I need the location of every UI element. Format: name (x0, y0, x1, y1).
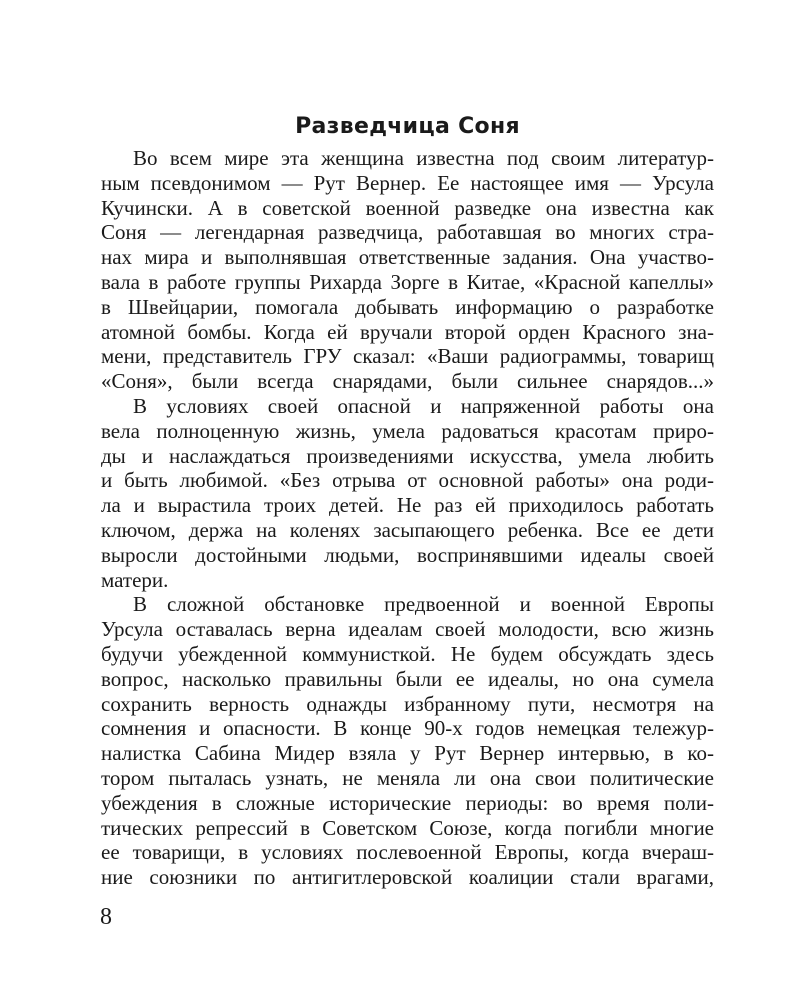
text-line: Урсула оставалась верна идеалам своей молодости, всю жизнь (101, 617, 714, 642)
text-line: нах мира и выполнявшая ответственные задания. Она участво- (101, 245, 714, 270)
text-line: В условиях своей опасной и напряженной работы она (133, 393, 714, 418)
page-number: 8 (100, 904, 112, 930)
body-text (101, 146, 714, 890)
text-line: налистка Сабина Мидер взяла у Рут Вернер интервью, в ко- (101, 741, 714, 766)
text-line: Соня — легендарная разведчица, работавшая во многих стра- (101, 220, 714, 245)
text-line: атомной бомбы. Когда ей вручали второй орден Красного зна- (101, 319, 714, 344)
text-line: ее товарищи, в условиях послевоенной Европы, когда вчераш- (101, 840, 714, 865)
text-line: вала в работе группы Рихарда Зорге в Китае, «Красной капеллы» (101, 269, 714, 294)
paragraph-2 (101, 394, 714, 592)
paragraph-3 (101, 592, 714, 890)
text-line: «Соня», были всегда снарядами, были сильнее снарядов...» (101, 369, 714, 394)
text-line: Во всем мире эта женщина известна под своим литератур- (133, 146, 714, 170)
text-line: ние союзники по антигитлеровской коалиции стали врагами, (101, 865, 714, 890)
paragraph-1 (101, 146, 714, 394)
text-line: убеждения в сложные исторические периоды: во время поли- (101, 790, 714, 815)
text-line: ла и вырастила троих детей. Не раз ей приходилось работать (101, 493, 714, 518)
text-line: вела полноценную жизнь, умела радоваться красотам приро- (101, 418, 714, 443)
text-line: ды и наслаждаться произведениями искусства, умела любить (101, 443, 714, 468)
text-line: сомнения и опасности. В конце 90-х годов немецкая тележур- (101, 716, 714, 741)
text-line: матери. (101, 567, 169, 592)
chapter-title: Разведчица Соня (295, 114, 520, 139)
text-line: выросли достойными людьми, воспринявшими идеалы своей (101, 542, 714, 567)
text-line: будучи убежденной коммунисткой. Не будем обсуждать здесь (101, 641, 714, 666)
text-line: вопрос, насколько правильны были ее идеалы, но она сумела (101, 666, 714, 691)
text-line: тических репрессий в Советском Союзе, когда погибли многие (101, 815, 714, 840)
text-line: и быть любимой. «Без отрыва от основной работы» она роди- (101, 468, 714, 493)
text-line: в Швейцарии, помогала добывать информацию о разработке (101, 294, 714, 319)
text-line: тором пыталась узнать, не меняла ли она свои политические (101, 765, 714, 790)
text-line: В сложной обстановке предвоенной и военной Европы (133, 592, 714, 617)
text-line: ключом, держа на коленях засыпающего ребенка. Все ее дети (101, 517, 714, 542)
text-line: мени, представитель ГРУ сказал: «Ваши радиограммы, товарищ (101, 344, 714, 369)
text-line: Кучински. А в советской военной разведке она известна как (101, 195, 714, 220)
text-line: ным псевдонимом — Рут Вернер. Ее настоящее имя — Урсула (101, 170, 714, 195)
text-line: сохранить верность однажды избранному пути, несмотря на (101, 691, 714, 716)
